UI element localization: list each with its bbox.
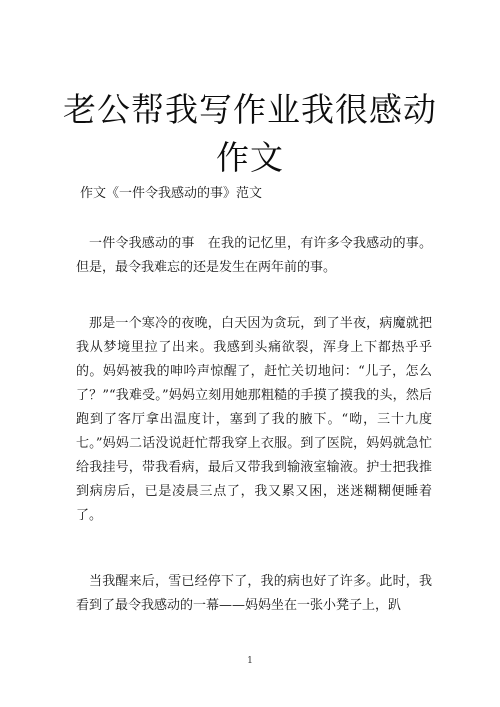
paragraph-2: 那是一个寒冷的夜晚，白天因为贪玩，到了半夜，病魔就把我从梦境里拉了出来。我感到头痛欲裂，浑身上下都热乎乎的。妈妈被我的呻吟声惊醒了，赶忙关切地问：“儿子，怎么了？”“我难受。”妈妈立刻用她那粗糙的手摸了摸我的头，然后跑到了客厅拿出温度计，塞到了我的腋下。“呦，三十九度七。”妈妈二话没说赶忙帮我穿上衣服。到了医院，妈妈就急忙给我挂号，带我看病，最后又带我到输液室输液。护士把我推到病房后，已是凌晨三点了，我又累又困，迷迷糊糊便睡着了。 — [76, 316, 432, 523]
title-line-2: 作文 — [216, 138, 284, 177]
paragraph-1: 一件令我感动的事 在我的记忆里，有许多令我感动的事。但是，最令我难忘的还是发生在两年前的事。 — [76, 236, 432, 275]
page-number: 1 — [247, 656, 253, 666]
title-line-1: 老公帮我写作业我很感动 — [63, 90, 437, 129]
document-subtitle: 作文《一件令我感动的事》范文 — [80, 186, 263, 201]
paragraph-3: 当我醒来后，雪已经停下了，我的病也好了许多。此时，我看到了最令我感动的一幕——妈妈坐在一张小凳子上，趴 — [76, 574, 432, 613]
document-title — [60, 86, 440, 182]
